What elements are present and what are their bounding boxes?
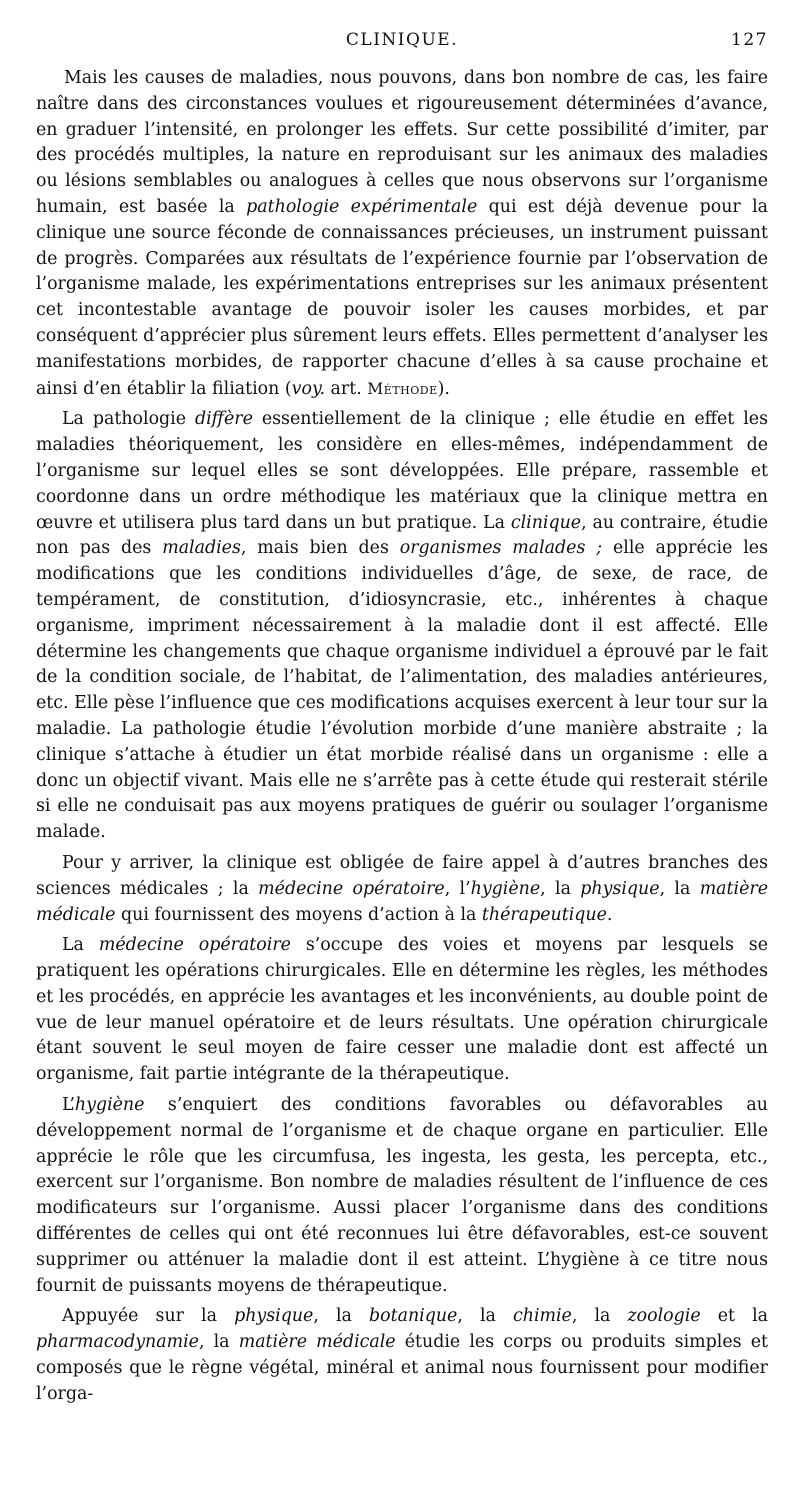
paragraph bbox=[36, 933, 768, 1088]
body-text bbox=[36, 66, 768, 1408]
emphasis-text: pathologie expérimentale bbox=[246, 196, 478, 217]
paragraph bbox=[36, 851, 768, 928]
emphasis-text: physique bbox=[234, 1306, 314, 1327]
emphasis-text: hygiène bbox=[470, 878, 541, 899]
text-run: ). bbox=[437, 378, 450, 399]
emphasis-text: organismes malades ; bbox=[399, 538, 603, 559]
emphasis-text: matière médicale bbox=[36, 878, 768, 925]
emphasis-text: physique bbox=[580, 878, 660, 899]
text-run: art. bbox=[325, 378, 368, 399]
emphasis-text: zoologie bbox=[627, 1306, 701, 1327]
text-run: , mais bien des bbox=[240, 538, 400, 559]
text-run: La pathologie bbox=[62, 409, 195, 430]
text-run: qui fournissent des moyens d’action à la bbox=[115, 904, 482, 925]
emphasis-text: diffère bbox=[194, 409, 253, 430]
text-run: , la bbox=[457, 1306, 513, 1327]
emphasis-text: médecine opératoire bbox=[98, 935, 291, 956]
text-run: qui est déjà devenue pour la clinique une source féconde de connaissances précieuses, un instrument puissant de progrès. Comparées aux résultats de l’expérience fournie par l’observation de l’organisme malade, les expérimentations entreprises sur les animaux présentent cet incontestable avantage de pouvoir isoler les causes morbides, et par conséquent d’apprécier plus sûrement leurs effets. Elles permettent d’analyser les manifestations morbides, de rapporter chacune d’elles à sa cause prochaine et ainsi d’en établir la filiation ( bbox=[36, 196, 768, 399]
text-run: , l’ bbox=[444, 878, 471, 899]
text-run: Appuyée sur la bbox=[62, 1306, 235, 1327]
emphasis-text: botanique bbox=[369, 1306, 458, 1327]
emphasis-text: médecine opératoire bbox=[258, 878, 445, 899]
paragraph bbox=[36, 1093, 768, 1299]
text-run: , au contraire, étudie non pas des bbox=[36, 512, 768, 559]
emphasis-text: clinique bbox=[510, 512, 582, 533]
text-run: étudie les corps ou produits simples et composés que le règne végétal, minéral et animal nous fournissent pour modifier l’orga- bbox=[36, 1332, 768, 1404]
text-run: , la bbox=[313, 1306, 369, 1327]
emphasis-text: hygiène bbox=[74, 1095, 145, 1116]
emphasis-text: pharmacodynamie bbox=[36, 1332, 199, 1353]
paragraph bbox=[36, 407, 768, 846]
text-run: L’ bbox=[62, 1095, 75, 1116]
paragraph bbox=[36, 1304, 768, 1407]
running-header bbox=[36, 30, 768, 56]
text-run: Mais les causes de maladies, nous pouvons, dans bon nombre de cas, les faire naître dans des circonstances voulues et rigoureusement déterminées d’avance, en graduer l’intensité, en prolonger les effets. Sur cette possibilité d’imiter, par des procédés multiples, la nature en reproduisant sur les animaux des maladies ou lésions semblables ou analogues à celles que nous observons sur l’organisme humain, est basée la bbox=[36, 68, 768, 217]
text-run: , la bbox=[571, 1306, 628, 1327]
text-run: , la bbox=[540, 878, 581, 899]
text-run: elle apprécie les modifications que les conditions individuelles d’âge, de sexe, de race, de tempérament, de constitution, d’idiosyncrasie, etc., inhérentes à chaque organisme, impriment nécessairement à la maladie dont il est affecté. Elle détermine les changements que chaque organisme individuel a éprouvé par le fait de la condition sociale, de l’habitat, de l’alimentation, des maladies antérieures, etc. Elle pèse l’influence que ces modifications acquises exercent à leur tour sur la maladie. La pathologie étudie l’évolution morbide d’une manière abstraite ; la clinique s’attache à étudier un état morbide réalisé dans un organisme : elle a donc un objectif vivant. Mais elle ne s’arrête pas à cette étude qui resterait stérile si elle ne conduisait pas aux moyens pratiques de guérir ou soulager l’organisme malade. bbox=[36, 538, 768, 843]
emphasis-text: matière médicale bbox=[238, 1332, 396, 1353]
text-run: , la bbox=[659, 878, 700, 899]
text-run: . bbox=[606, 904, 613, 925]
page bbox=[36, 30, 768, 1413]
text-run: essentiellement de la clinique ; elle étudie en effet les maladies théoriquement, les considère en elles-mêmes, indépendamment de l’organisme sur lequel elles se sont développées. Elle prépare, rassemble et coordonne dans un ordre méthodique les matériaux que la clinique mettra en œuvre et utilisera plus tard dans un but pratique. La bbox=[36, 409, 768, 533]
page-number: 127 bbox=[731, 30, 768, 50]
emphasis-text: chimie bbox=[513, 1306, 572, 1327]
running-title: CLINIQUE. bbox=[345, 30, 459, 50]
paragraph bbox=[36, 66, 768, 402]
text-run: et la bbox=[700, 1306, 769, 1327]
text-run: , la bbox=[198, 1332, 239, 1353]
emphasis-text: thérapeutique bbox=[481, 904, 607, 925]
emphasis-text: voy. bbox=[291, 378, 325, 399]
emphasis-text: maladies bbox=[162, 538, 241, 559]
small-caps-text: Méthode bbox=[367, 378, 438, 398]
text-run: s’enquiert des conditions favorables ou défavorables au développement normal de l’organisme et de chaque organe en particulier. Elle apprécie le rôle que les circumfusa, les ingesta, les gesta, les percepta, etc., exercent sur l’organisme. Bon nombre de maladies résultent de l’influence de ces modificateurs sur l’organisme. Aussi placer l’organisme dans des conditions différentes de celles qui ont été reconnues lui être défavorables, est-ce souvent supprimer ou atténuer la maladie dont il est atteint. L’hygiène à ce titre nous fournit de puissants moyens de thérapeutique. bbox=[36, 1095, 768, 1296]
text-run: La bbox=[62, 935, 99, 956]
text-run: s’occupe des voies et moyens par lesquels se pratiquent les opérations chirurgicales. Elle en détermine les règles, les méthodes et les procédés, en apprécie les avantages et les inconvénients, au double point de vue de leur manuel opératoire et de leurs résultats. Une opération chirurgicale étant souvent le seul moyen de faire cesser une maladie dont est affecté un organisme, fait partie intégrante de la thérapeutique. bbox=[36, 935, 768, 1085]
text-run: Pour y arriver, la clinique est obligée de faire appel à d’autres branches des sciences médicales ; la bbox=[36, 852, 768, 899]
